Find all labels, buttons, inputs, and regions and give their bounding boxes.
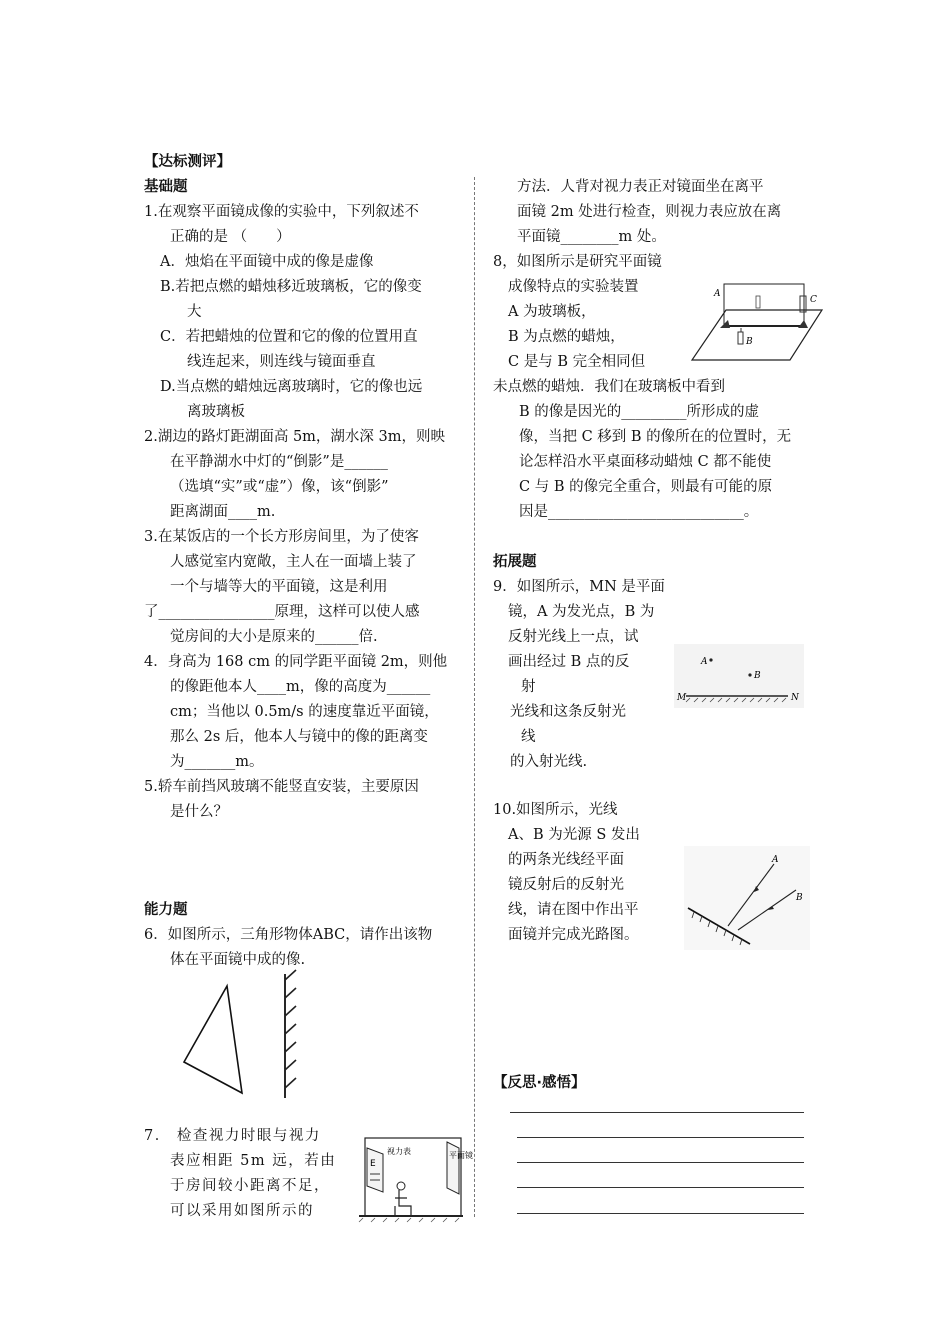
q9-line1: 9．如图所示，MN 是平面	[493, 579, 665, 595]
ability-heading: 能力题	[144, 902, 188, 918]
q4-line3: cm；当他以 0.5m/s 的速度靠近平面镜，	[170, 704, 439, 720]
eye-chart-label: 视力表	[387, 1147, 411, 1156]
q9-label-a: A	[701, 657, 708, 667]
q7-line3: 于房间较小距离不足，	[170, 1178, 330, 1194]
q9-label-n: N	[791, 693, 799, 703]
q4-line4: 那么 2s 后，他本人与镜中的像的距离变	[170, 729, 428, 745]
q10-line5: 线，请在图中作出平	[508, 902, 639, 918]
q3-line4: 了________________原理，这样可以使人感	[144, 604, 420, 620]
q5-line1: 5.轿车前挡风玻璃不能竖直安装，主要原因	[144, 779, 419, 795]
q3-line3: 一个与墙等大的平面镜，这是利用	[170, 579, 388, 595]
column-divider	[474, 177, 475, 1217]
eye-chart-letter: E	[370, 1159, 376, 1169]
q1-option-c: C．若把蜡烛的位置和它的像的位置用直	[160, 329, 418, 345]
q4-line1: 4．身高为 168 cm 的同学距平面镜 2m，则他	[144, 654, 448, 670]
q8-line9: 论怎样沿水平桌面移动蜡烛 C 都不能使	[519, 454, 772, 470]
q4-line2: 的像距他本人____m，像的高度为______	[170, 679, 431, 695]
q9-label-m: M	[677, 693, 687, 703]
reflection-writing-line[interactable]	[510, 1112, 804, 1113]
q1-line1: 1.在观察平面镜成像的实验中，下列叙述不	[144, 204, 419, 220]
q9-line5: 射	[521, 679, 536, 695]
q8-line3: A 为玻璃板，	[508, 304, 596, 320]
q10-line1: 10.如图所示，光线	[493, 802, 618, 818]
q10-line4: 镜反射后的反射光	[508, 877, 624, 893]
q8-line7: B 的像是因光的_________所形成的虚	[519, 404, 760, 420]
q9-line3: 反射光线上一点，试	[508, 629, 639, 645]
q1-line2: 正确的是 （ ）	[170, 229, 291, 245]
q9-label-b: B	[754, 671, 761, 681]
reflection-writing-line[interactable]	[517, 1213, 804, 1214]
q7-line6: 面镜 2m 处进行检查，则视力表应放在离	[517, 204, 782, 220]
q8-line4: B 为点燃的蜡烛，	[508, 329, 625, 345]
q3-line5: 觉房间的大小是原来的______倍.	[170, 629, 378, 645]
q8-line2: 成像特点的实验装置	[508, 279, 639, 295]
q9-line7: 线	[521, 729, 536, 745]
q9-line8: 的入射光线.	[510, 754, 588, 770]
q8-line5: C 是与 B 完全相同但	[508, 354, 646, 370]
q1-option-c-cont: 线连起来，则连线与镜面垂直	[187, 354, 376, 370]
q3-line1: 3.在某饭店的一个长方形房间里，为了使客	[144, 529, 419, 545]
q9-line4: 画出经过 B 点的反	[508, 654, 630, 670]
q10-label-a: A	[772, 855, 779, 865]
q1-option-b-cont: 大	[187, 304, 202, 320]
q6-line1: 6．如图所示，三角形物体ABC，请作出该物	[144, 927, 433, 943]
q7-line2: 表应相距 5m 远，若由	[170, 1153, 337, 1169]
q10-label-b: B	[796, 893, 803, 903]
point-b	[748, 673, 751, 676]
q8-apparatus-figure	[686, 276, 826, 366]
q2-line1: 2.湖边的路灯距湖面高 5m，湖水深 3m，则映	[144, 429, 446, 445]
q3-line2: 人感觉室内宽敞，主人在一面墙上装了	[170, 554, 417, 570]
q1-option-d: D.当点燃的蜡烛远离玻璃时，它的像也远	[160, 379, 423, 395]
q10-line6: 面镜并完成光路图。	[508, 927, 639, 943]
q6-triangle-mirror-figure	[178, 970, 318, 1100]
q10-line3: 的两条光线经平面	[508, 852, 624, 868]
q7-eye-test-figure	[355, 1132, 473, 1222]
basic-heading: 基础题	[144, 179, 188, 195]
reflection-heading: 【反思·感悟】	[493, 1075, 586, 1091]
q9-line6: 光线和这条反射光	[510, 704, 626, 720]
q7-line7: 平面镜________m 处。	[517, 229, 666, 245]
q5-line2: 是什么？	[170, 804, 228, 820]
q10-reflection-figure	[684, 846, 810, 950]
q8-line8: 像，当把 C 移到 B 的像所在的位置时，无	[519, 429, 792, 445]
q1-option-d-cont: 离玻璃板	[187, 404, 245, 420]
reflection-writing-line[interactable]	[517, 1137, 804, 1138]
q8-label-a: A	[714, 289, 721, 299]
point-a	[709, 658, 712, 661]
mirror-hatching	[285, 970, 296, 1088]
q8-line1: 8，如图所示是研究平面镜	[493, 254, 662, 270]
q8-label-c: C	[810, 295, 817, 305]
q7-line1: 7． 检查视力时眼与视力	[144, 1128, 321, 1144]
q2-line3: （选填“实”或“虚”）像，该“倒影”	[170, 479, 389, 495]
q8-line10: C 与 B 的像完全重合，则最有可能的原	[519, 479, 773, 495]
q8-label-b: B	[746, 337, 753, 347]
mirror-label: 平面镜	[449, 1151, 473, 1160]
q10-line2: A、B 为光源 S 发出	[508, 827, 640, 843]
q9-mirror-figure	[674, 644, 804, 708]
q7-line4: 可以采用如图所示的	[170, 1203, 314, 1219]
q2-line2: 在平静湖水中灯的“倒影”是______	[170, 454, 388, 470]
q1-option-a: A．烛焰在平面镜中成的像是虚像	[160, 254, 374, 270]
q8-line11: 因是___________________________。	[519, 504, 759, 520]
q1-option-b: B.若把点燃的蜡烛移近玻璃板，它的像变	[160, 279, 422, 295]
reflection-writing-line[interactable]	[517, 1162, 804, 1163]
section-title: 【达标测评】	[144, 154, 231, 170]
q6-line2: 体在平面镜中成的像.	[170, 952, 306, 968]
q8-line6: 未点燃的蜡烛．我们在玻璃板中看到	[493, 379, 725, 395]
triangle-abc	[184, 986, 242, 1093]
reflection-writing-line[interactable]	[517, 1187, 804, 1188]
q9-line2: 镜，A 为发光点，B 为	[508, 604, 655, 620]
q4-line5: 为_______m。	[170, 754, 264, 770]
q2-line4: 距离湖面____m.	[170, 504, 276, 520]
q7-line5: 方法．人背对视力表正对镜面坐在离平	[517, 179, 764, 195]
extension-heading: 拓展题	[493, 554, 537, 570]
